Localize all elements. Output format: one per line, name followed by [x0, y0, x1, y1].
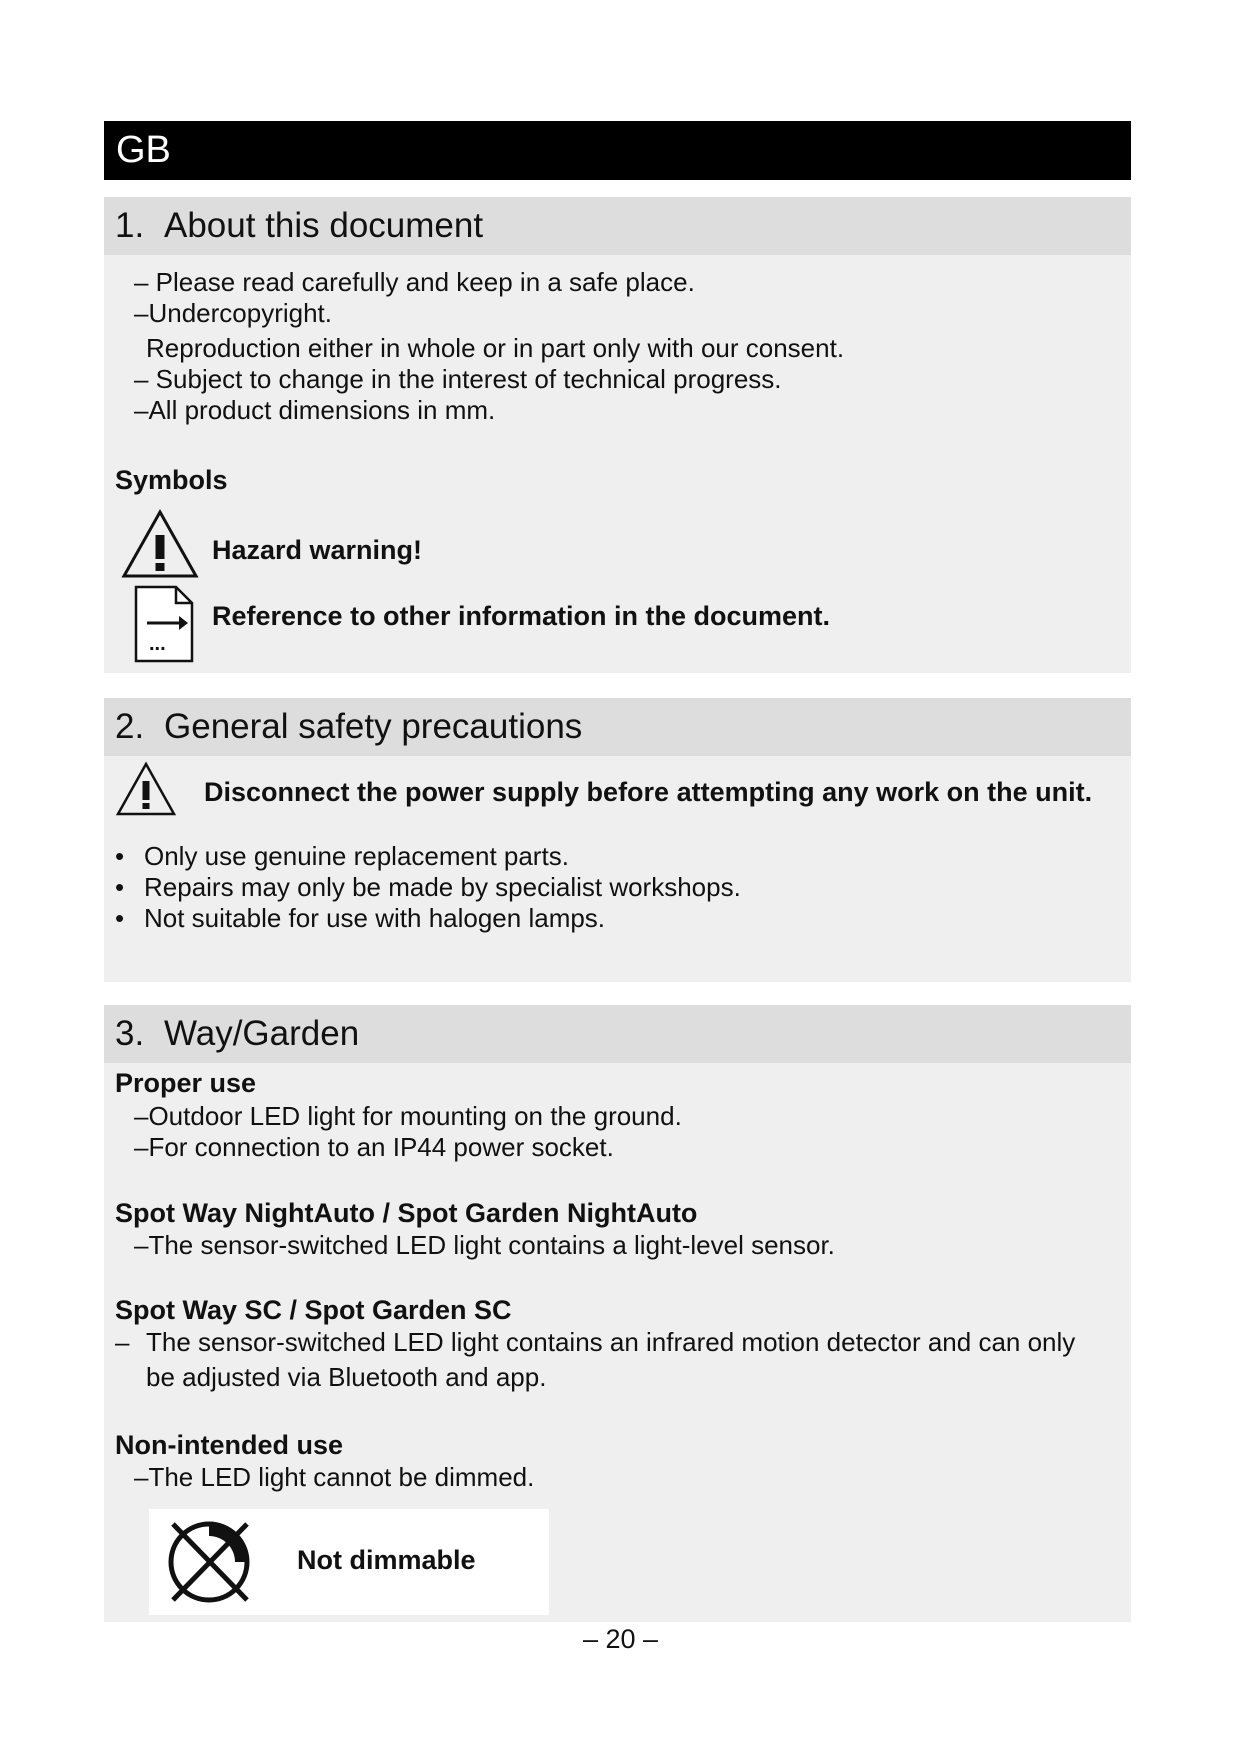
document-reference-icon	[134, 585, 194, 663]
language-header: GB	[104, 121, 1131, 180]
section-title: General safety precautions	[164, 707, 583, 746]
list-item-bullet: •	[115, 903, 125, 933]
not-dimmable-icon	[161, 1514, 257, 1610]
section-heading	[104, 698, 1131, 756]
section-number: 2.	[115, 707, 145, 746]
list-item-halogen: Not suitable for use with halogen lamps.	[144, 903, 606, 933]
about-line-subject-change: – Subject to change in the interest of technical progress.	[134, 364, 782, 394]
section-about-document	[104, 197, 1131, 673]
section-number: 3.	[115, 1014, 145, 1053]
symbols-heading: Symbols	[115, 465, 228, 495]
hazard-warning-icon	[120, 508, 200, 580]
list-item-bullet: •	[115, 872, 125, 902]
nightauto-text: –The sensor-switched LED light contains a light-level sensor.	[134, 1230, 835, 1260]
nightauto-heading: Spot Way NightAuto / Spot Garden NightAuto	[115, 1198, 698, 1228]
about-line-reproduction: Reproduction either in whole or in part only with our consent.	[146, 333, 845, 363]
list-item-bullet: •	[115, 841, 125, 871]
section-number: 1.	[115, 206, 145, 245]
not-dimmable-symbol-box	[149, 1509, 549, 1615]
proper-use-socket: –For connection to an IP44 power socket.	[134, 1132, 614, 1162]
symbol-hazard-label: Hazard warning!	[212, 535, 423, 565]
doc-icon-dots: ...	[149, 633, 166, 655]
list-item-repairs: Repairs may only be made by specialist workshops.	[144, 872, 741, 902]
about-line-read: – Please read carefully and keep in a safe place.	[134, 267, 695, 297]
sc-text-line-2: be adjusted via Bluetooth and app.	[146, 1362, 547, 1392]
non-intended-use-text: –The LED light cannot be dimmed.	[134, 1462, 535, 1492]
section-title: About this document	[164, 206, 484, 245]
about-line-copyright: –Undercopyright.	[134, 298, 332, 328]
not-dimmable-label: Not dimmable	[297, 1545, 476, 1575]
about-line-dimensions: –All product dimensions in mm.	[134, 395, 496, 425]
sc-text-line-1: The sensor-switched LED light contains an infrared motion detector and can only	[146, 1327, 1076, 1357]
sc-heading: Spot Way SC / Spot Garden SC	[115, 1295, 512, 1325]
non-intended-use-heading: Non-intended use	[115, 1430, 343, 1460]
page-number: – 20 –	[582, 1624, 659, 1654]
sc-dash: –	[115, 1327, 130, 1357]
hazard-warning-icon	[115, 761, 177, 817]
proper-use-heading: Proper use	[115, 1068, 257, 1098]
section-way-garden	[104, 1005, 1131, 1622]
power-warning-text: Disconnect the power supply before attempting any work on the unit.	[204, 777, 1093, 807]
section-heading	[104, 1005, 1131, 1063]
symbol-reference-label: Reference to other information in the document.	[212, 601, 831, 631]
section-title: Way/Garden	[164, 1014, 360, 1053]
section-safety-precautions	[104, 698, 1131, 982]
list-item-replacement-parts: Only use genuine replacement parts.	[144, 841, 569, 871]
section-heading	[104, 197, 1131, 255]
proper-use-outdoor: –Outdoor LED light for mounting on the ground.	[134, 1101, 682, 1131]
